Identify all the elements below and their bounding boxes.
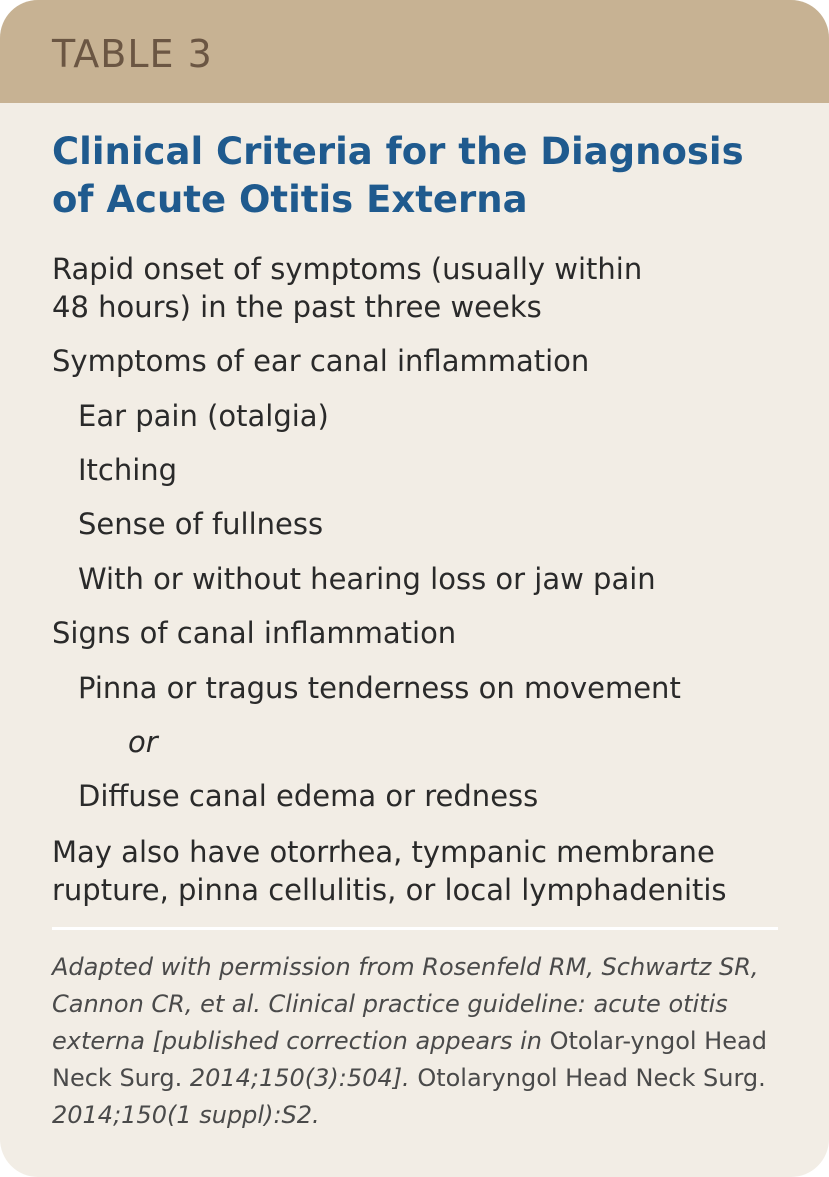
source-journal: Otolaryngol Head Neck Surg. [417,1064,766,1092]
source-citation: 2014;150(3):504]. [189,1064,418,1092]
table-title-line: of Acute Otitis Externa [52,178,528,221]
divider [52,927,778,930]
table-title [52,128,792,224]
criterion-item: rupture, pinna cellulitis, or local lymphadenitis [52,873,727,907]
criterion-subitem: With or without hearing loss or jaw pain [78,562,656,596]
table-header-band [0,0,829,103]
source-note [52,949,782,1134]
criterion-subitem: Pinna or tragus tenderness on movement [78,671,681,705]
criterion-item: Signs of canal inflammation [52,616,457,650]
source-journal: Otolar-yngol Head Neck Surg. [52,1027,767,1092]
criterion-connector: or [128,725,158,759]
source-citation: 2014;150(1 suppl):S2. [52,1101,320,1129]
criterion-item: 48 hours) in the past three weeks [52,290,542,324]
criterion-item: Rapid onset of symptoms (usually within [52,252,643,286]
criterion-item: Symptoms of ear canal inflammation [52,344,590,378]
table-label: TABLE 3 [52,32,213,76]
criterion-subitem: Ear pain (otalgia) [78,399,329,433]
table-title-line: Clinical Criteria for the Diagnosis [52,130,744,173]
source-text: Adapted with permission from Rosenfeld RM, Schwartz SR, Cannon CR, et al. Clinical practice guideline: acute otitis externa [published correction appears in [52,953,759,1055]
criterion-subitem: Itching [78,453,178,487]
criterion-subitem: Sense of fullness [78,507,324,541]
criterion-subitem: Diffuse canal edema or redness [78,779,539,813]
criterion-item: May also have otorrhea, tympanic membrane [52,835,715,869]
